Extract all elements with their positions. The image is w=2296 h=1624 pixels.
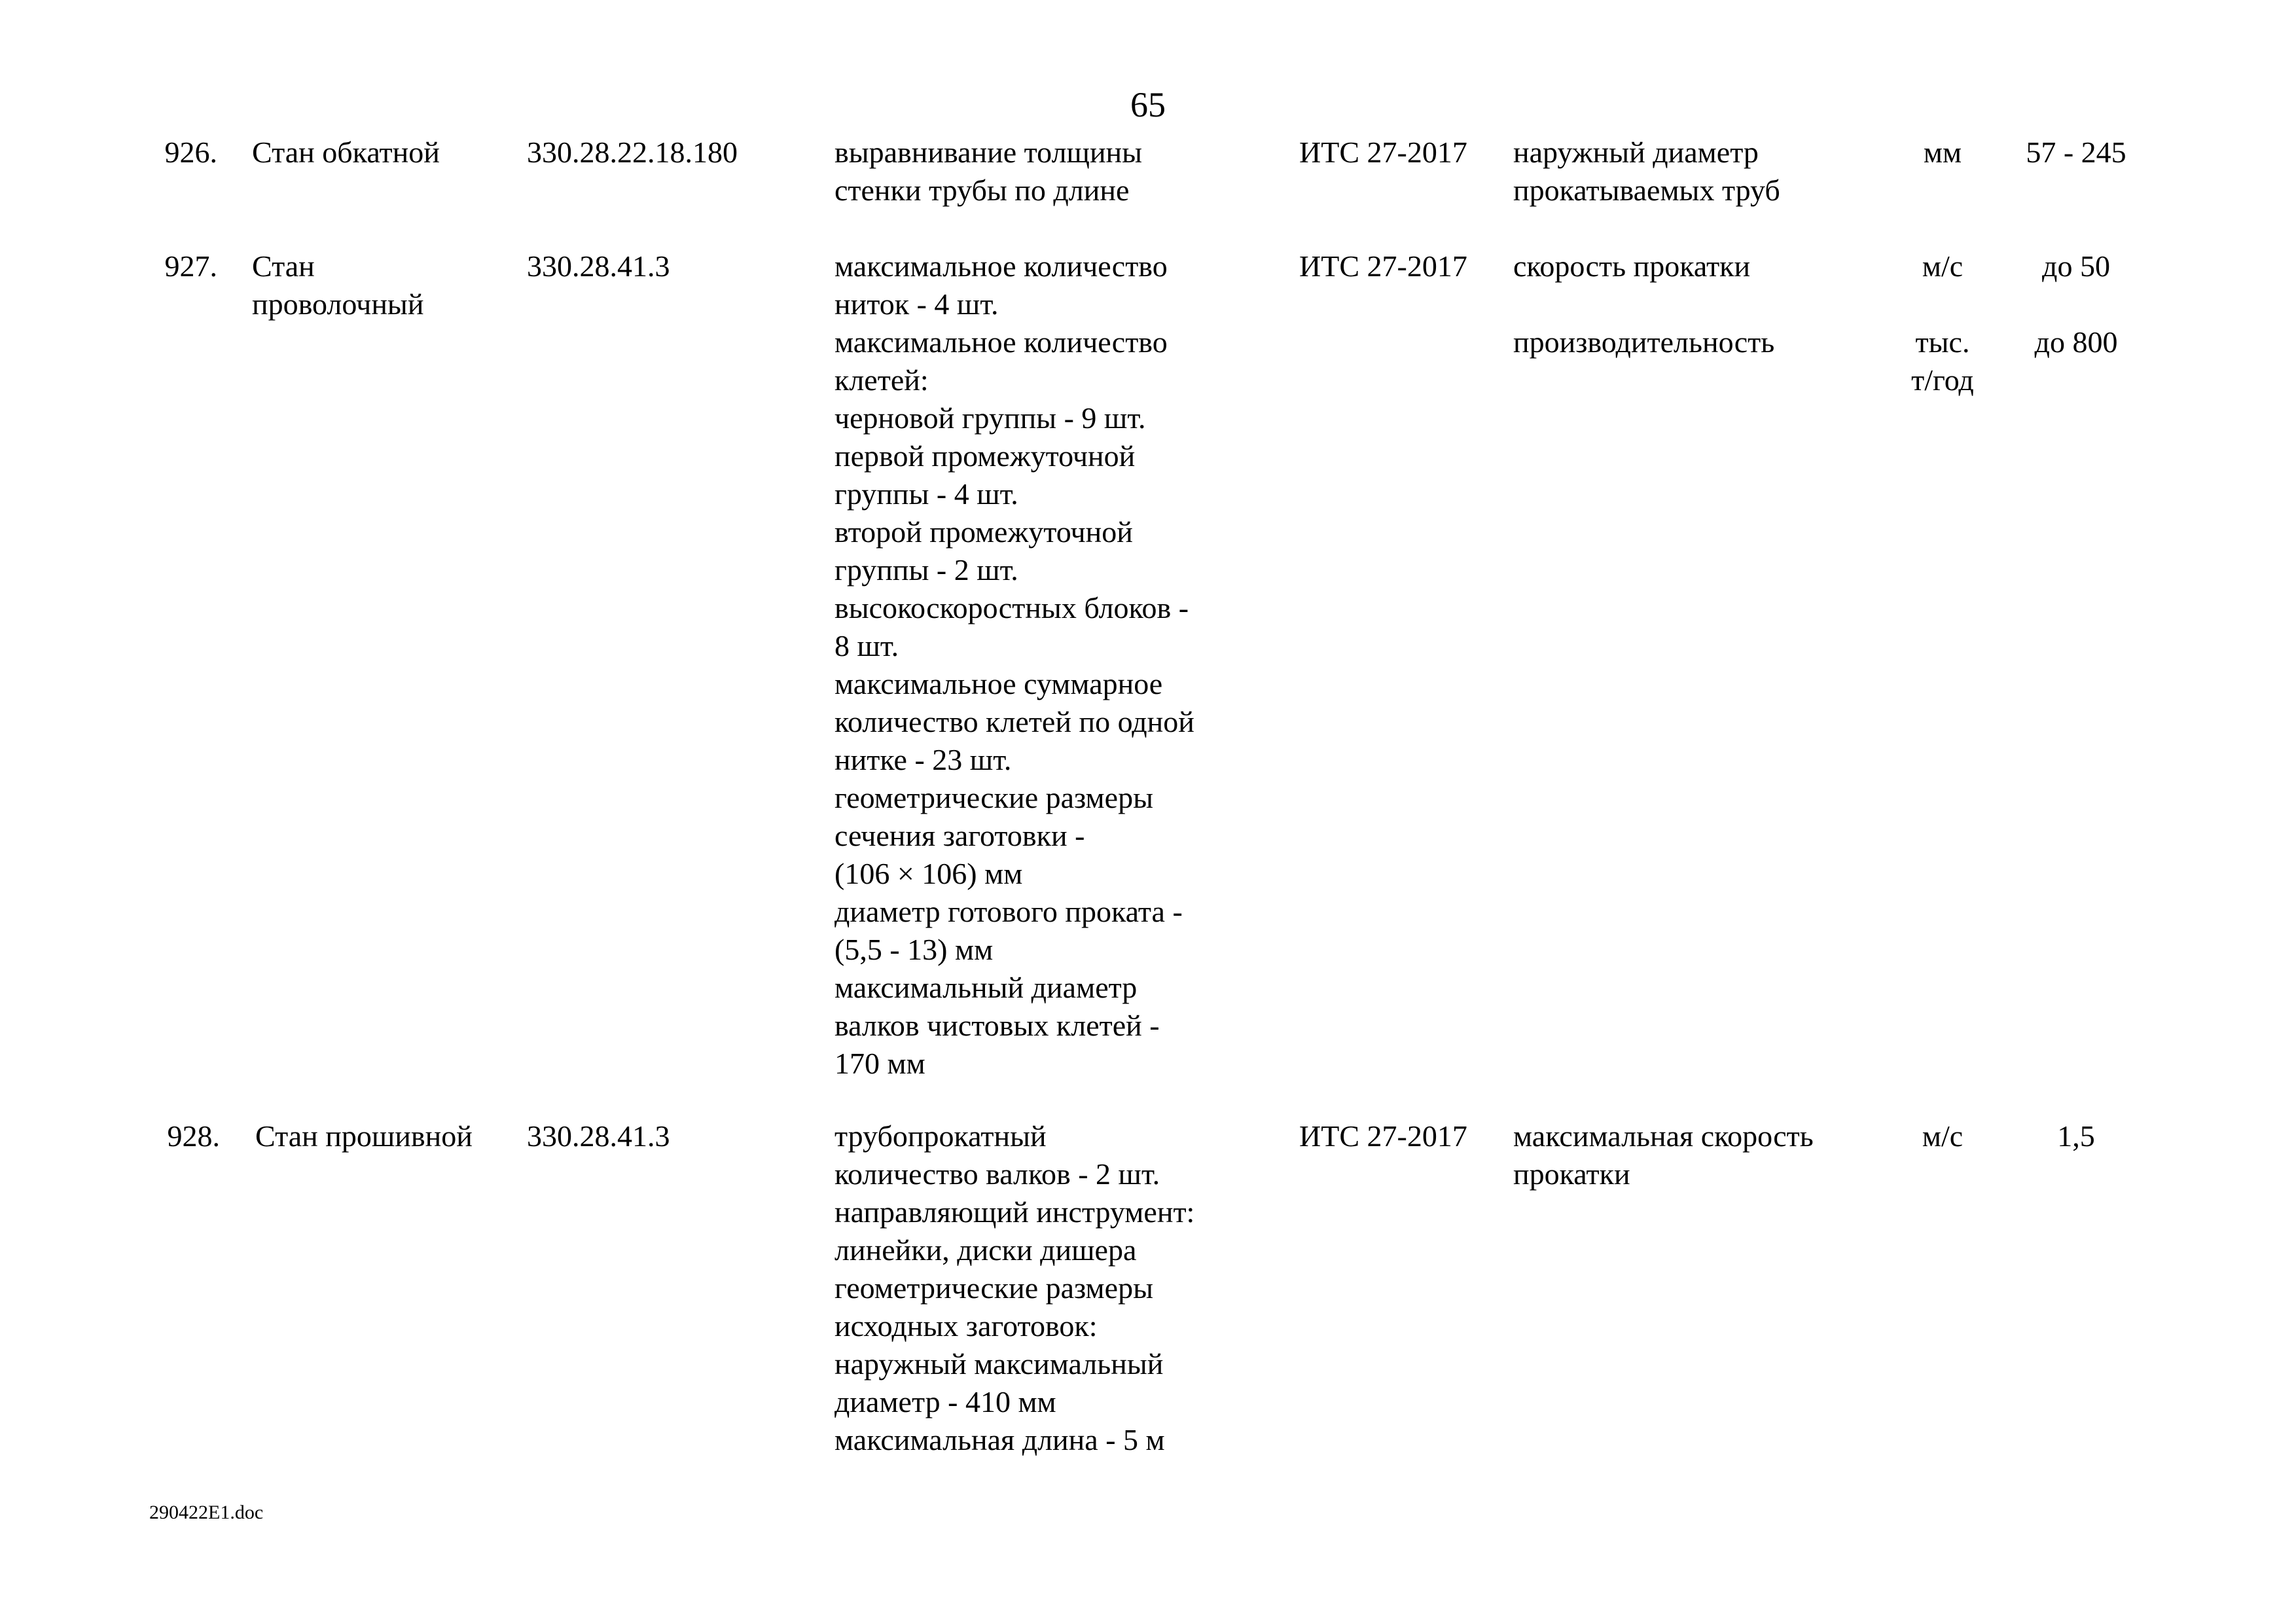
equipment-code: 330.28.22.18.180 [527,135,738,169]
equipment-name: Стан обкатной [252,135,440,169]
parameter-value: 57 - 245 [2026,135,2126,169]
parameter-unit: м/с [1922,1119,1964,1153]
page-number: 65 [1130,85,1166,124]
equipment-name: Стан проволочный [252,249,424,321]
parameter-unit: тыс. т/год [1911,325,1974,397]
equipment-code: 330.28.41.3 [527,1119,670,1153]
row-number: 926. [164,135,217,169]
standard-reference: ИТС 27-2017 [1299,249,1467,283]
parameter-unit: м/с [1922,249,1964,283]
parameter-name: максимальная скорость прокатки [1513,1119,1814,1191]
standard-reference: ИТС 27-2017 [1299,1119,1467,1153]
equipment-description: выравнивание толщины стенки трубы по длине [834,135,1143,207]
parameter-name: производительность [1513,325,1775,359]
parameter-value: до 800 [2034,325,2118,359]
equipment-code: 330.28.41.3 [527,249,670,283]
standard-reference: ИТС 27-2017 [1299,135,1467,169]
row-number: 927. [164,249,217,283]
parameter-name: скорость прокатки [1513,249,1751,283]
equipment-description: максимальное количество ниток - 4 шт. максимальное количество клетей: черновой группы - 9 шт. первой промежуточной группы - 4 шт. второй промежуточной группы - 2 шт. высокоскоростных блоков - 8 шт. максимальное суммарное количество клетей по одной нитке - 23 шт. геометрические размеры сечения заготовки - (106 × 106) мм диаметр готового проката - (5,5 - 13) мм максимальный диаметр валков чистовых клетей - 170 мм [834,249,1194,1080]
equipment-name: Стан прошивной [255,1119,473,1153]
file-name-footer: 290422E1.doc [149,1502,264,1523]
parameter-value: до 50 [2042,249,2110,283]
parameter-name: наружный диаметр прокатываемых труб [1513,135,1780,207]
parameter-unit: мм [1923,135,1962,169]
equipment-description: трубопрокатный количество валков - 2 шт. направляющий инструмент: линейки, диски дишера геометрические размеры исходных заготовок: наружный максимальный диаметр - 410 мм максимальная длина - 5 м [834,1119,1195,1456]
row-number: 928. [167,1119,220,1153]
parameter-value: 1,5 [2057,1119,2095,1153]
